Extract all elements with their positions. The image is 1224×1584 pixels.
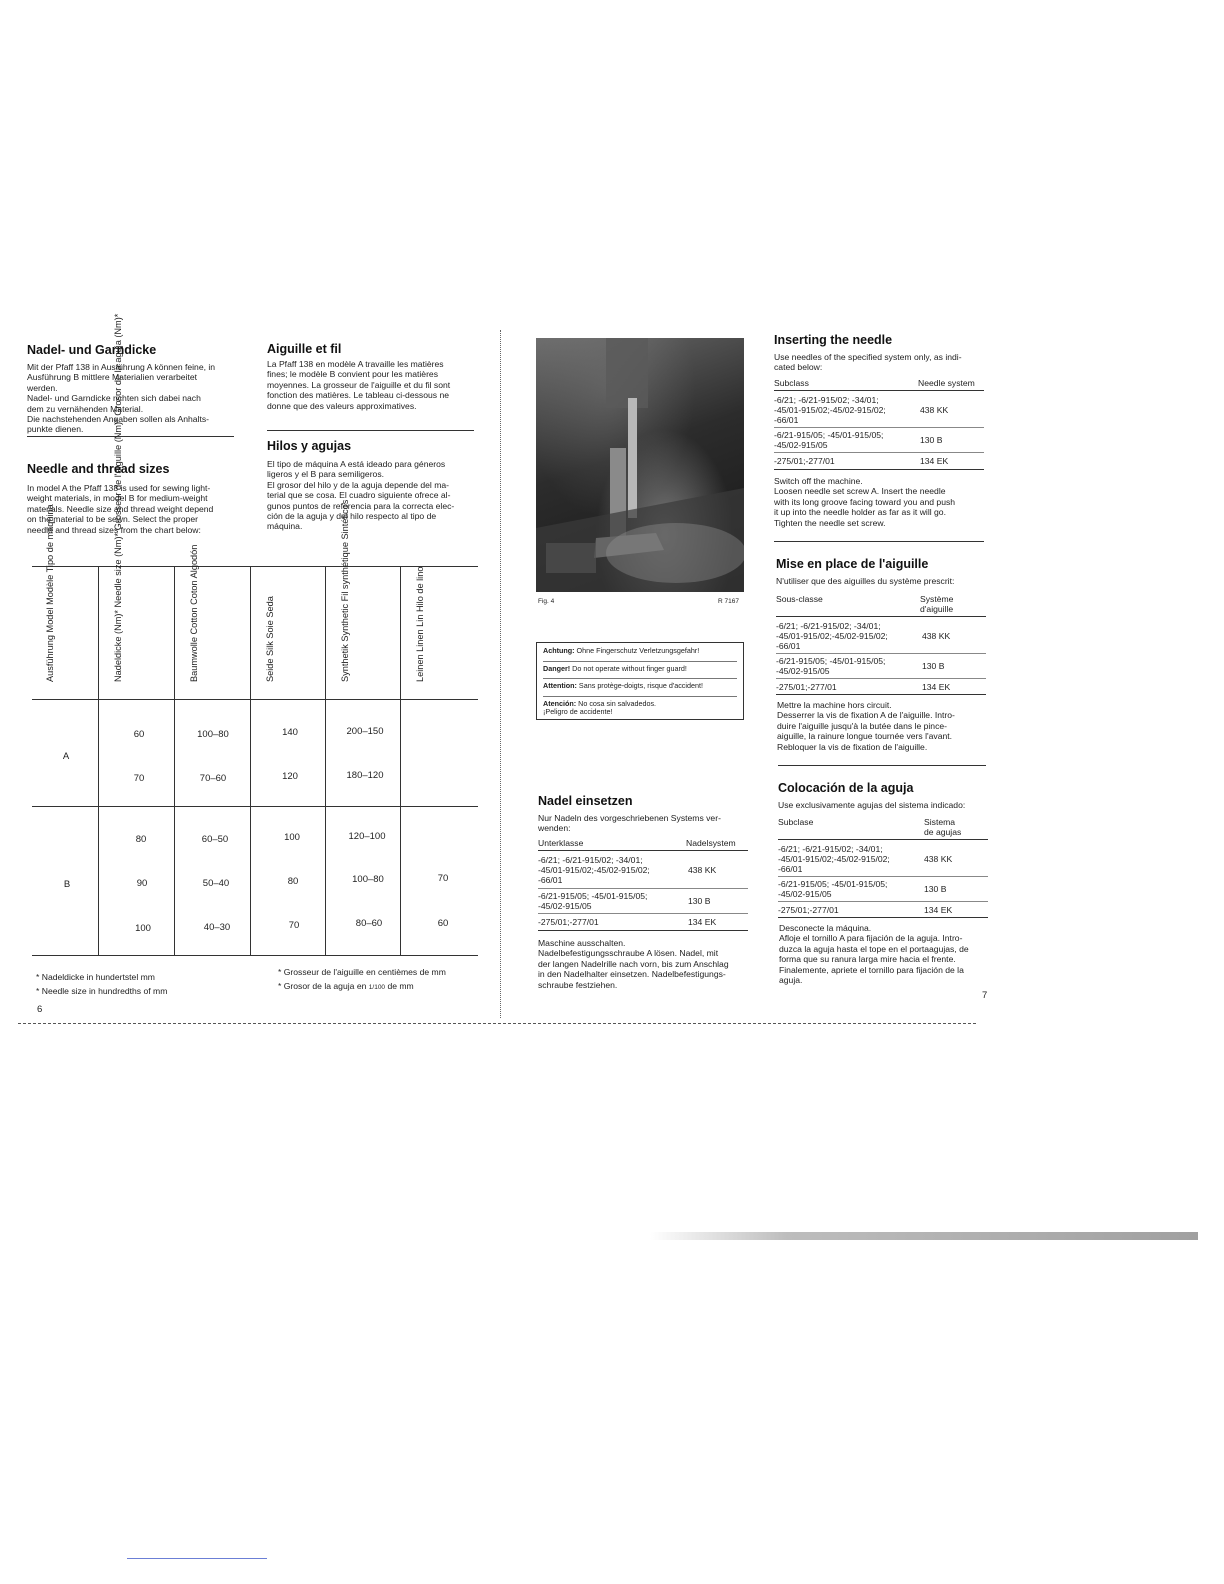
- es-body-needle-thread: El tipo de máquina A está ideado para géneros ligeros y el B para semiligeros. El grosor del hilo y de la aguja depende del ma- terial que se cosa. El cuadro siguiente ofrece al- gunos puntos de referencia para la correcta elec- ción de la aguja y del hilo respecto al tipo de máquina.: [267, 459, 455, 532]
- warning-es: Atención: No cosa sin salvadedos. ¡Peligro de accidente!: [543, 696, 737, 717]
- de-steps-insert-needle: Maschine ausschalten. Nadelbefestigungsschraube A lösen. Nadel, mit der langen Nadelrille nach vorn, bis zum Anschlag in den Nadelhalter einsetzen. Nadelbefestigungs- schraube festziehen.: [538, 938, 729, 990]
- de-title-insert-needle: Nadel einsetzen: [538, 794, 633, 808]
- fr-steps-insert-needle: Mettre la machine hors circuit. Desserrer la vis de fixation A de l'aiguille. Intro- duire l'aiguille jusqu'à la butée dans le pince- aiguille, la rainure longue tournée vers l'avant. Rebloquer la vis de fixation de l'aiguille.: [777, 700, 955, 752]
- scan-artifact: [127, 1558, 267, 1559]
- de-intro-insert-needle: Nur Nadeln des vorgeschriebenen Systems ver- wenden:: [538, 813, 721, 834]
- es-steps-insert-needle: Desconecte la máquina. Afloje el tornillo A para fijación de la aguja. Intro- duzca la aguja hasta el tope en el portaagujas, de forma que su ranura larga mire hacia el frente. Finalemente, apriete el tornillo para fijación de la aguja.: [779, 923, 969, 986]
- header-silk: Seide Silk Soie Seda: [265, 596, 275, 682]
- silk-cell: 120: [282, 771, 298, 782]
- fr-title-insert-needle: Mise en place de l'aiguille: [776, 557, 929, 571]
- sewing-machine-illustration: [536, 338, 744, 592]
- warning-en: Danger! Do not operate without finger guard!: [543, 661, 737, 674]
- en-title-needle-thread: Needle and thread sizes: [27, 462, 170, 476]
- cotton-cell: 60–50: [201, 834, 229, 845]
- linen-cell: 60: [437, 918, 449, 929]
- en-intro-insert-needle: Use needles of the specified system only, as indi- cated below:: [774, 352, 962, 373]
- needle-cell: 100: [135, 923, 151, 934]
- cotton-cell: 50–40: [202, 878, 230, 889]
- synthetic-cell: 120–100: [348, 831, 386, 842]
- synthetic-cell: 200–150: [346, 726, 384, 737]
- footnote-fr: * Grosseur de l'aiguille en centièmes de mm: [278, 967, 446, 977]
- footnote-es: * Grosor de la aguja en 1/100 de mm: [278, 981, 414, 991]
- fr-title-needle-thread: Aiguille et fil: [267, 342, 342, 356]
- en-title-insert-needle: Inserting the needle: [774, 333, 893, 347]
- page-number: 7: [982, 990, 988, 1001]
- silk-cell: 80: [287, 876, 299, 887]
- needle-cell: 80: [135, 834, 147, 845]
- figure-code: R 7167: [718, 598, 739, 605]
- cotton-cell: 40–30: [203, 922, 231, 933]
- header-linen: Leinen Linen Lin Hilo de lino: [415, 566, 425, 682]
- warning-fr: Attention: Sans protège-doigts, risque d'accident!: [543, 678, 737, 691]
- en-system-table: Subclass Needle system -6/21; -6/21-915/02; -34/01; -45/01-915/02;-45/02-915/02; -66/01 438 KK -6/21-915/05; -45/01-915/05; -45/02-915/05 130 B -275/01;-277/01 134 EK: [774, 378, 984, 472]
- silk-cell: 70: [288, 920, 300, 931]
- header-synthetic: Synthetik Synthetic Fil synthétique Sintéticos: [340, 499, 350, 682]
- divider: [774, 541, 984, 542]
- linen-cell: 70: [437, 873, 449, 884]
- silk-cell: 140: [282, 727, 298, 738]
- warning-box: [536, 642, 744, 720]
- es-title-insert-needle: Colocación de la aguja: [778, 781, 914, 795]
- fr-system-table: Sous-classe Système d'aiguille -6/21; -6/21-915/02; -34/01; -45/01-915/02;-45/02-915/02; -66/01 438 KK -6/21-915/05; -45/01-915/05; -45/02-915/05 130 B -275/01;-277/01 134 EK: [776, 594, 986, 696]
- header-model: Ausführung Model Modèle Tipo de máquina: [45, 504, 55, 682]
- figure-label: Fig. 4: [538, 598, 555, 605]
- synthetic-cell: 180–120: [346, 770, 384, 781]
- header-needle-size: Nadeldicke (Nm)* Needle size (Nm)* Grosseur de l'aiguille (Nm)* Grosor de la aguja (Nm)*: [113, 313, 123, 682]
- needle-cell: 90: [136, 878, 148, 889]
- warning-de: Achtung: Ohne Fingerschutz Verletzungsgefahr!: [543, 646, 700, 655]
- footnote-de: * Nadeldicke in hundertstel mm: [36, 972, 155, 982]
- model-cell: A: [62, 751, 70, 762]
- silk-cell: 100: [284, 832, 300, 843]
- header-cotton: Baumwolle Cotton Coton Algodón: [189, 544, 199, 682]
- en-steps-insert-needle: Switch off the machine. Loosen needle set screw A. Insert the needle with its long groove facing toward you and push it up into the needle holder as far as it will go. Tighten the needle set screw.: [774, 476, 956, 528]
- es-system-table: Subclase Sistema de agujas -6/21; -6/21-915/02; -34/01; -45/01-915/02;-45/02-915/02; -66/01 438 KK -6/21-915/05; -45/01-915/05; -45/02-915/05 130 B -275/01;-277/01 134 EK: [778, 817, 988, 919]
- divider: [778, 765, 986, 766]
- fr-body-needle-thread: La Pfaff 138 en modèle A travaille les matières fines; le modèle B convient pour les matières moyennes. La grosseur de l'aiguille et du fil sont fonction des matières. Le tableau ci-dessous ne donne que des valeurs approximatives.: [267, 359, 451, 411]
- needle-photo: [536, 338, 744, 592]
- needle-cell: 60: [133, 729, 145, 740]
- scan-edge-line: [18, 1023, 976, 1024]
- es-title-needle-thread: Hilos y agujas: [267, 439, 352, 453]
- synthetic-cell: 100–80: [352, 874, 384, 885]
- en-body-needle-thread: In model A the Pfaff 138 is used for sewing light- weight materials, in model B for medium-weight materials. Needle size and thread weight depend on the material to be sewn. Select the proper needle and thread sizes from the chart below:: [27, 483, 214, 535]
- de-system-table: Unterklasse Nadelsystem -6/21; -6/21-915/02; -34/01; -45/01-915/02;-45/02-915/02; -66/01 438 KK -6/21-915/05; -45/01-915/05; -45/02-915/05 130 B -275/01;-277/01 134 EK: [538, 838, 748, 934]
- needle-cell: 70: [133, 773, 145, 784]
- cotton-cell: 70–60: [199, 773, 227, 784]
- cotton-cell: 100–80: [197, 729, 229, 740]
- es-intro-insert-needle: Use exclusivamente agujas del sistema indicado:: [778, 800, 966, 810]
- page-gutter: [500, 330, 501, 1018]
- de-title-needle-thread: Nadel- und Garndicke: [27, 343, 157, 357]
- divider: [27, 436, 234, 437]
- footnote-en: * Needle size in hundredths of mm: [36, 986, 168, 996]
- page-number: 6: [37, 1004, 43, 1015]
- scan-artifact: [650, 1232, 1198, 1240]
- de-body-needle-thread: Mit der Pfaff 138 in Ausführung A können feine, in Ausführung B mittlere Materialien verarbeitet werden. Nadel- und Garndicke richten sich dabei nach dem zu vernähenden Material. Die nachstehenden Angaben sollen als Anhalts- punkte dienen.: [27, 362, 216, 435]
- model-cell: B: [63, 879, 71, 890]
- fr-intro-insert-needle: N'utiliser que des aiguilles du système prescrit:: [776, 576, 955, 586]
- divider: [267, 430, 474, 431]
- synthetic-cell: 80–60: [355, 918, 383, 929]
